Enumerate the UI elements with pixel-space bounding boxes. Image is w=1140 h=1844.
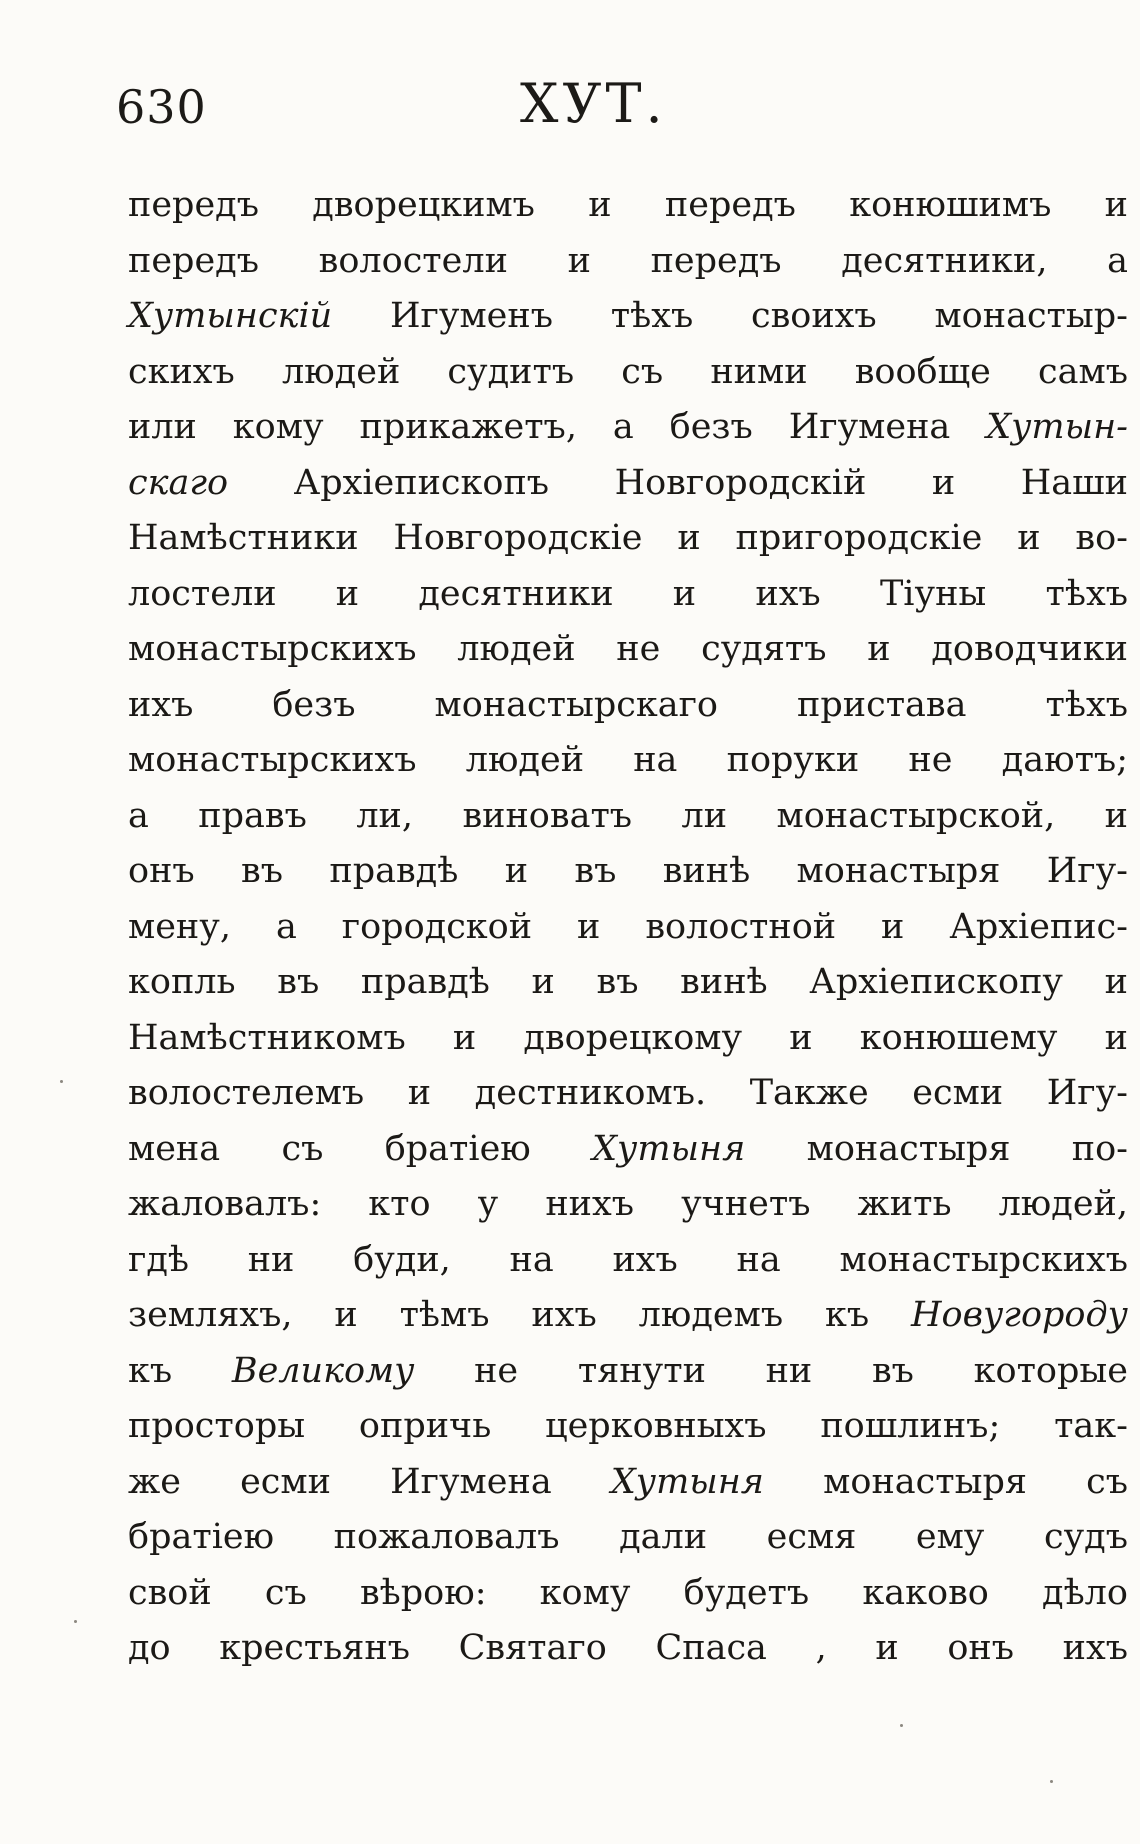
text-segment: мена съ братіею	[128, 1128, 593, 1169]
italic-text-segment: Хутыня	[610, 1461, 764, 1502]
text-segment: передъ волостели и передъ десятники, а	[128, 240, 1128, 281]
text-segment: или кому прикажетъ, а безъ Игумена	[128, 407, 987, 447]
text-line	[128, 400, 1128, 456]
print-speck	[60, 1080, 63, 1083]
italic-text-segment: Хутыня	[592, 1128, 746, 1169]
text-segment: волостелемъ и дестникомъ. Также есми Игу-	[128, 1073, 1128, 1113]
text-line	[128, 1399, 1128, 1455]
text-line	[128, 289, 1128, 345]
italic-text-segment: Великому	[231, 1350, 415, 1391]
text-line	[128, 955, 1128, 1011]
text-line	[128, 789, 1128, 845]
text-segment: монастырскихъ людей не судятъ и доводчики	[128, 629, 1128, 669]
text-line	[128, 900, 1128, 956]
italic-text-segment: скаго	[128, 462, 229, 503]
text-line	[128, 345, 1128, 401]
text-line	[128, 1122, 1128, 1178]
text-segment: онъ въ правдѣ и въ винѣ монастыря Игу-	[128, 851, 1128, 891]
text-segment: земляхъ, и тѣмъ ихъ людемъ къ	[128, 1295, 911, 1335]
text-line	[128, 1510, 1128, 1566]
text-line	[128, 1621, 1128, 1677]
text-line	[128, 511, 1128, 567]
text-segment: Игуменъ тѣхъ своихъ монастыр-	[332, 296, 1128, 336]
text-segment: скихъ людей судитъ съ ними вообще самъ	[128, 351, 1128, 392]
text-segment: копль въ правдѣ и въ винѣ Архіепископу и	[128, 962, 1128, 1002]
print-speck	[900, 1724, 903, 1727]
text-line	[128, 234, 1128, 290]
text-segment: ихъ безъ монастырскаго пристава тѣхъ	[128, 684, 1128, 725]
text-line	[128, 567, 1128, 623]
text-line	[128, 844, 1128, 900]
text-line	[128, 1566, 1128, 1622]
text-segment: монастырскихъ людей на поруки не даютъ;	[128, 740, 1128, 780]
text-line	[128, 1455, 1128, 1511]
italic-text-segment: Новугороду	[911, 1295, 1128, 1335]
text-segment: Намѣстникомъ и дворецкому и конюшему и	[128, 1017, 1128, 1058]
text-line	[128, 456, 1128, 512]
italic-text-segment: Хутын-	[986, 407, 1128, 447]
text-line	[128, 678, 1128, 734]
print-speck	[74, 1620, 77, 1623]
italic-text-segment: Хутынскій	[128, 296, 333, 336]
page-number: 630	[116, 80, 207, 134]
text-segment: свой съ вѣрою: кому будетъ каково дѣло	[128, 1572, 1128, 1613]
text-line	[128, 1011, 1128, 1067]
text-segment: Намѣстники Новгородскіе и пригородскіе и во-	[128, 518, 1128, 558]
text-segment: лостели и десятники и ихъ Тіуны тѣхъ	[128, 573, 1128, 614]
running-head	[0, 72, 1140, 152]
text-segment: жаловалъ: кто у нихъ учнетъ жить людей,	[128, 1184, 1128, 1224]
text-segment: а правъ ли, виноватъ ли монастырской, и	[128, 795, 1128, 836]
text-segment: братіею пожаловалъ дали есмя ему судъ	[128, 1517, 1128, 1557]
running-title: ХУТ.	[520, 72, 667, 135]
text-line	[128, 178, 1128, 234]
text-segment: къ	[128, 1350, 232, 1391]
text-line	[128, 1177, 1128, 1233]
text-line	[128, 1344, 1128, 1400]
text-segment: до крестьянъ Святаго Спаса , и онъ ихъ	[128, 1628, 1128, 1668]
text-segment: мену, а городской и волостной и Архіепис-	[128, 906, 1128, 947]
text-line	[128, 1233, 1128, 1289]
text-segment: монастыря съ	[764, 1461, 1128, 1502]
print-speck	[1050, 1780, 1053, 1783]
text-line	[128, 622, 1128, 678]
text-segment: просторы опричь церковныхъ пошлинъ; так-	[128, 1406, 1128, 1446]
text-line	[128, 1288, 1128, 1344]
text-segment: не тянути ни въ которые	[414, 1350, 1128, 1391]
text-segment: передъ дворецкимъ и передъ конюшимъ и	[128, 185, 1128, 225]
body-text	[128, 178, 1128, 1677]
text-segment: Архіепископъ Новгородскій и Наши	[228, 462, 1128, 503]
text-segment: гдѣ ни буди, на ихъ на монастырскихъ	[128, 1239, 1128, 1280]
text-line	[128, 733, 1128, 789]
text-line	[128, 1066, 1128, 1122]
text-segment: же есми Игумена	[128, 1461, 611, 1502]
text-segment: монастыря по-	[745, 1128, 1128, 1169]
